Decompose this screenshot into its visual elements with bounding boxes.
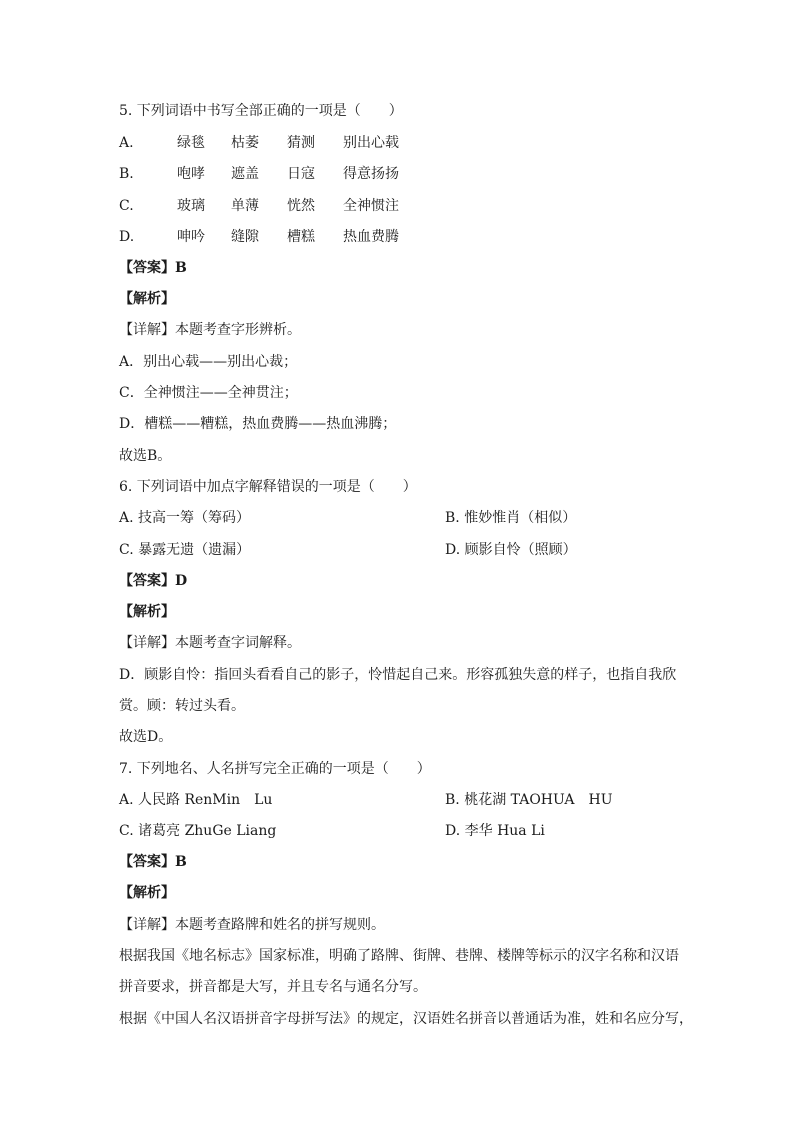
q7-option-a[interactable]: A. 人民路 RenMin Lu (119, 792, 273, 808)
q6-explanation-line1: D．顾影自怜：指回头看看自己的影子，怜惜起自己来。形容孤独失意的样子，也指自我欣 (119, 667, 677, 683)
q7-stem: 7. 下列地名、人名拼写完全正确的一项是（ ） (119, 761, 431, 777)
q7-option-c[interactable]: C. 诸葛亮 ZhuGe Liang (119, 823, 277, 839)
q7-analysis-heading: 【解析】 (119, 885, 175, 901)
q5-option-a[interactable] (119, 134, 399, 152)
option-word: 猜测 (287, 135, 315, 151)
q7-paragraph1-line1: 根据我国《地名标志》国家标准，明确了路牌、街牌、巷牌、楼牌等标示的汉字名称和汉语 (119, 948, 679, 964)
q5-option-d[interactable] (119, 228, 399, 246)
q6-option-b[interactable]: B. 惟妙惟肖（相似） (445, 510, 577, 526)
option-word: 热血费腾 (343, 229, 399, 245)
option-word: 日寇 (287, 166, 315, 182)
option-word: 得意扬扬 (343, 166, 399, 182)
q6-option-a[interactable]: A. 技高一筹（筹码） (119, 510, 251, 526)
q7-detail: 【详解】本题考查路牌和姓名的拼写规则。 (119, 917, 385, 933)
option-word: 缝隙 (231, 229, 259, 245)
q7-paragraph2-line1: 根据《中国人名汉语拼音字母拼写法》的规定，汉语姓名拼音以普通话为准，姓和名应分写， (119, 1011, 693, 1027)
q6-option-c[interactable]: C. 暴露无遗（遗漏） (119, 542, 251, 558)
q5-conclusion: 故选B。 (119, 448, 172, 464)
option-word: 别出心载 (343, 135, 399, 151)
q5-detail: 【详解】本题考查字形辨析。 (119, 322, 301, 338)
q5-explanation-d: D．槽糕——糟糕，热血费腾——热血沸腾； (119, 416, 397, 432)
q6-explanation-line2: 赏。顾：转过头看。 (119, 698, 245, 714)
option-word: 咆哮 (177, 166, 205, 182)
option-word: 呻吟 (177, 229, 205, 245)
option-label: D. (119, 229, 135, 245)
option-word: 单薄 (231, 198, 259, 214)
q5-option-b[interactable] (119, 165, 399, 183)
option-label: A. (119, 135, 134, 151)
option-word: 槽糕 (287, 229, 315, 245)
option-word: 玻璃 (177, 198, 205, 214)
q7-answer: 【答案】B (119, 854, 187, 870)
option-word: 枯萎 (231, 135, 259, 151)
q5-explanation-a: A．别出心载——别出心裁； (119, 354, 298, 370)
option-label: C. (119, 198, 134, 214)
option-label: B. (119, 166, 134, 182)
q6-option-d[interactable]: D. 顾影自怜（照顾） (445, 542, 577, 558)
q6-answer: 【答案】D (119, 573, 188, 589)
q5-option-c[interactable] (119, 197, 399, 215)
q5-stem: 5. 下列词语中书写全部正确的一项是（ ） (119, 103, 403, 119)
option-word: 绿毯 (177, 135, 205, 151)
q6-stem: 6. 下列词语中加点字解释错误的一项是（ ） (119, 479, 417, 495)
q5-explanation-c: C．全神惯注——全神贯注； (119, 385, 298, 401)
q7-option-b[interactable]: B. 桃花湖 TAOHUA HU (445, 792, 613, 808)
q6-conclusion: 故选D。 (119, 729, 173, 745)
q7-paragraph1-line2: 拼音要求，拼音都是大写，并且专名与通名分写。 (119, 979, 427, 995)
q6-analysis-heading: 【解析】 (119, 604, 175, 620)
q6-detail: 【详解】本题考查字词解释。 (119, 635, 301, 651)
q7-option-d[interactable]: D. 李华 Hua Li (445, 823, 545, 839)
q5-analysis-heading: 【解析】 (119, 291, 175, 307)
option-word: 恍然 (287, 198, 315, 214)
option-word: 遮盖 (231, 166, 259, 182)
option-word: 全神惯注 (343, 198, 399, 214)
q5-answer: 【答案】B (119, 260, 187, 276)
